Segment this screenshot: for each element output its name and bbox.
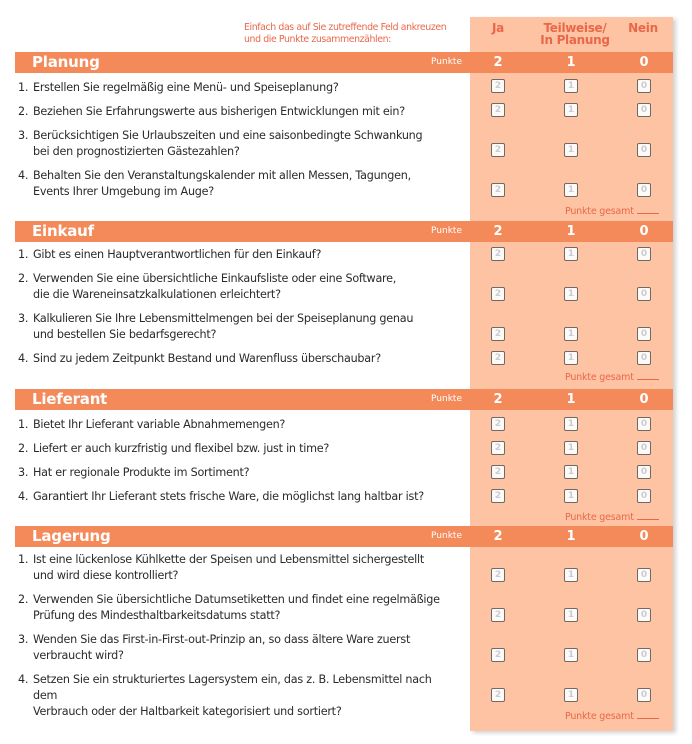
- question-number: 4.: [18, 169, 29, 182]
- checkbox-no[interactable]: 0: [637, 287, 651, 301]
- points-header-no: 0: [639, 392, 649, 407]
- checkbox-partial[interactable]: 1: [564, 417, 578, 431]
- question-number: 1.: [18, 81, 29, 94]
- points-header-partial: 1: [566, 224, 576, 239]
- question-text-line: Garantiert Ihr Lieferant stets frische Ware, die möglichst lang haltbar ist?: [33, 490, 424, 503]
- question-text-line: Erstellen Sie regelmäßig eine Menü- und Speiseplanung?: [33, 81, 339, 94]
- checkbox-partial[interactable]: 1: [564, 688, 578, 702]
- checkbox-partial[interactable]: 1: [564, 465, 578, 479]
- question-number: 3.: [18, 312, 29, 325]
- question-text-line: Setzen Sie ein strukturiertes Lagersystem ein, das z. B. Lebensmittel nach dem: [33, 673, 432, 702]
- checkbox-no[interactable]: 0: [637, 327, 651, 341]
- punkte-label: Punkte: [431, 394, 462, 404]
- checkbox-yes[interactable]: 2: [491, 465, 505, 479]
- question-item: [18, 672, 458, 720]
- question-text-line: Behalten Sie den Veranstaltungskalender mit allen Messen, Tagungen,: [33, 169, 411, 182]
- column-header-teilweise: [535, 22, 615, 46]
- instructions: [244, 22, 466, 46]
- points-header-yes: 2: [493, 392, 503, 407]
- checkbox-yes[interactable]: 2: [491, 568, 505, 582]
- checkbox-partial[interactable]: 1: [564, 568, 578, 582]
- question-number: 2.: [18, 593, 29, 606]
- question-text-line: Kalkulieren Sie Ihre Lebensmittelmengen bei der Speiseplanung genau: [33, 312, 414, 325]
- question-item: [18, 489, 458, 505]
- points-header-no: 0: [639, 55, 649, 70]
- section-total: [565, 371, 659, 383]
- question-text-line: Bietet Ihr Lieferant variable Abnahmemengen?: [33, 418, 286, 431]
- question-text-line: Verwenden Sie übersichtliche Datumsetiketten und findet eine regelmäßige: [33, 593, 440, 606]
- question-text-line: Ist eine lückenlose Kühlkette der Speisen und Lebensmittel sichergestellt: [33, 553, 425, 566]
- checkbox-partial[interactable]: 1: [564, 648, 578, 662]
- checkbox-no[interactable]: 0: [637, 688, 651, 702]
- section-total-label: Punkte gesamt: [565, 372, 634, 383]
- section-total-label: Punkte gesamt: [565, 711, 634, 722]
- points-header-partial: 1: [566, 529, 576, 544]
- question-item: [18, 552, 458, 584]
- question-text-line: Beziehen Sie Erfahrungswerte aus bisherigen Entwicklungen mit ein?: [33, 105, 405, 118]
- section-total-input-line[interactable]: [637, 511, 659, 520]
- instructions-line-1: Einfach das auf Sie zutreffende Feld ankreuzen: [244, 22, 447, 33]
- points-header-partial: 1: [566, 392, 576, 407]
- question-item: [18, 168, 458, 200]
- checkbox-partial[interactable]: 1: [564, 287, 578, 301]
- section-total: [565, 205, 659, 217]
- checkbox-no[interactable]: 0: [637, 183, 651, 197]
- question-text-line: Berücksichtigen Sie Urlaubszeiten und eine saisonbedingte Schwankung: [33, 129, 423, 142]
- question-item: [18, 632, 458, 664]
- question-text-line: Gibt es einen Hauptverantwortlichen für den Einkauf?: [33, 248, 322, 261]
- section-total: [565, 710, 659, 722]
- checkbox-yes[interactable]: 2: [491, 489, 505, 503]
- question-text-line: Sind zu jedem Zeitpunkt Bestand und Warenfluss überschaubar?: [33, 352, 381, 365]
- question-text-line: Verwenden Sie eine übersichtliche Einkaufsliste oder eine Software,: [33, 272, 397, 285]
- checkbox-no[interactable]: 0: [637, 417, 651, 431]
- checkbox-no[interactable]: 0: [637, 143, 651, 157]
- question-item: [18, 128, 458, 160]
- question-text-line: bei den prognostizierten Gästezahlen?: [33, 145, 240, 158]
- checkbox-yes[interactable]: 2: [491, 608, 505, 622]
- points-header-yes: 2: [493, 529, 503, 544]
- question-item: [18, 247, 458, 263]
- question-text-line: Prüfung des Mindesthaltbarkeitsdatums statt?: [33, 609, 281, 622]
- section-total-label: Punkte gesamt: [565, 206, 634, 217]
- question-number: 4.: [18, 673, 29, 686]
- punkte-label: Punkte: [431, 226, 462, 236]
- question-number: 4.: [18, 490, 29, 503]
- checkbox-no[interactable]: 0: [637, 103, 651, 117]
- question-text-line: Wenden Sie das First-in-First-out-Prinzip an, so dass ältere Ware zuerst: [33, 633, 411, 646]
- punkte-label: Punkte: [431, 57, 462, 67]
- question-item: [18, 592, 458, 624]
- checkbox-partial[interactable]: 1: [564, 143, 578, 157]
- checkbox-yes[interactable]: 2: [491, 183, 505, 197]
- checkbox-no[interactable]: 0: [637, 489, 651, 503]
- section-total-input-line[interactable]: [637, 371, 659, 380]
- checkbox-partial[interactable]: 1: [564, 489, 578, 503]
- checkbox-yes[interactable]: 2: [491, 688, 505, 702]
- question-text-line: und bestellen Sie bedarfsgerecht?: [33, 328, 217, 341]
- checkbox-partial[interactable]: 1: [564, 441, 578, 455]
- question-number: 1.: [18, 418, 29, 431]
- section-total: [565, 511, 659, 523]
- checkbox-no[interactable]: 0: [637, 648, 651, 662]
- question-number: 2.: [18, 442, 29, 455]
- question-text-line: Liefert er auch kurzfristig und flexibel bzw. just in time?: [33, 442, 330, 455]
- question-number: 1.: [18, 553, 29, 566]
- checkbox-yes[interactable]: 2: [491, 103, 505, 117]
- checkbox-yes[interactable]: 2: [491, 417, 505, 431]
- question-item: [18, 351, 458, 367]
- question-number: 2.: [18, 105, 29, 118]
- checkbox-partial[interactable]: 1: [564, 351, 578, 365]
- question-item: [18, 271, 458, 303]
- section-title: Planung: [32, 53, 100, 71]
- section-total-label: Punkte gesamt: [565, 512, 634, 523]
- section-title: Lagerung: [32, 527, 111, 545]
- points-header-yes: 2: [493, 224, 503, 239]
- points-header-no: 0: [639, 224, 649, 239]
- column-header-nein: Nein: [628, 21, 658, 35]
- checkbox-yes[interactable]: 2: [491, 351, 505, 365]
- question-number: 3.: [18, 633, 29, 646]
- checkbox-no[interactable]: 0: [637, 351, 651, 365]
- question-text-line: Verbrauch oder der Haltbarkeit kategorisiert und sortiert?: [33, 705, 342, 718]
- points-header-yes: 2: [493, 55, 503, 70]
- checkbox-no[interactable]: 0: [637, 608, 651, 622]
- checkbox-yes[interactable]: 2: [491, 648, 505, 662]
- question-text-line: die die Wareneinsatzkalkulationen erleichtert?: [33, 288, 281, 301]
- question-item: [18, 465, 458, 481]
- column-header-ja: Ja: [492, 21, 504, 35]
- checkbox-yes[interactable]: 2: [491, 247, 505, 261]
- checkbox-partial[interactable]: 1: [564, 103, 578, 117]
- question-number: 1.: [18, 248, 29, 261]
- question-number: 3.: [18, 129, 29, 142]
- section-title: Einkauf: [32, 222, 94, 240]
- points-header-partial: 1: [566, 55, 576, 70]
- question-text-line: Hat er regionale Produkte im Sortiment?: [33, 466, 250, 479]
- points-header-no: 0: [639, 529, 649, 544]
- checkbox-no[interactable]: 0: [637, 465, 651, 479]
- checkbox-yes[interactable]: 2: [491, 79, 505, 93]
- question-item: [18, 417, 458, 433]
- punkte-label: Punkte: [431, 531, 462, 541]
- question-text-line: verbraucht wird?: [33, 649, 124, 662]
- question-item: [18, 104, 458, 120]
- checkbox-no[interactable]: 0: [637, 79, 651, 93]
- checkbox-no[interactable]: 0: [637, 568, 651, 582]
- checkbox-partial[interactable]: 1: [564, 608, 578, 622]
- checkbox-partial[interactable]: 1: [564, 247, 578, 261]
- question-text-line: und wird diese kontrolliert?: [33, 569, 179, 582]
- question-number: 3.: [18, 466, 29, 479]
- checkbox-yes[interactable]: 2: [491, 143, 505, 157]
- section-total-input-line[interactable]: [637, 710, 659, 719]
- column-header-teilweise-line-2: In Planung: [540, 33, 610, 47]
- instructions-line-2: und die Punkte zusammenzählen:: [244, 34, 391, 45]
- question-item: [18, 80, 458, 96]
- checkbox-no[interactable]: 0: [637, 441, 651, 455]
- section-title: Lieferant: [32, 390, 108, 408]
- question-number: 2.: [18, 272, 29, 285]
- checkbox-yes[interactable]: 2: [491, 327, 505, 341]
- question-item: [18, 441, 458, 457]
- checkbox-partial[interactable]: 1: [564, 183, 578, 197]
- checkbox-yes[interactable]: 2: [491, 287, 505, 301]
- section-total-input-line[interactable]: [637, 205, 659, 214]
- column-header-teilweise-line-1: Teilweise/: [543, 21, 607, 35]
- question-text-line: Events Ihrer Umgebung im Auge?: [33, 185, 214, 198]
- checkbox-no[interactable]: 0: [637, 247, 651, 261]
- checkbox-partial[interactable]: 1: [564, 327, 578, 341]
- question-number: 4.: [18, 352, 29, 365]
- question-item: [18, 311, 458, 343]
- checkbox-yes[interactable]: 2: [491, 441, 505, 455]
- checkbox-partial[interactable]: 1: [564, 79, 578, 93]
